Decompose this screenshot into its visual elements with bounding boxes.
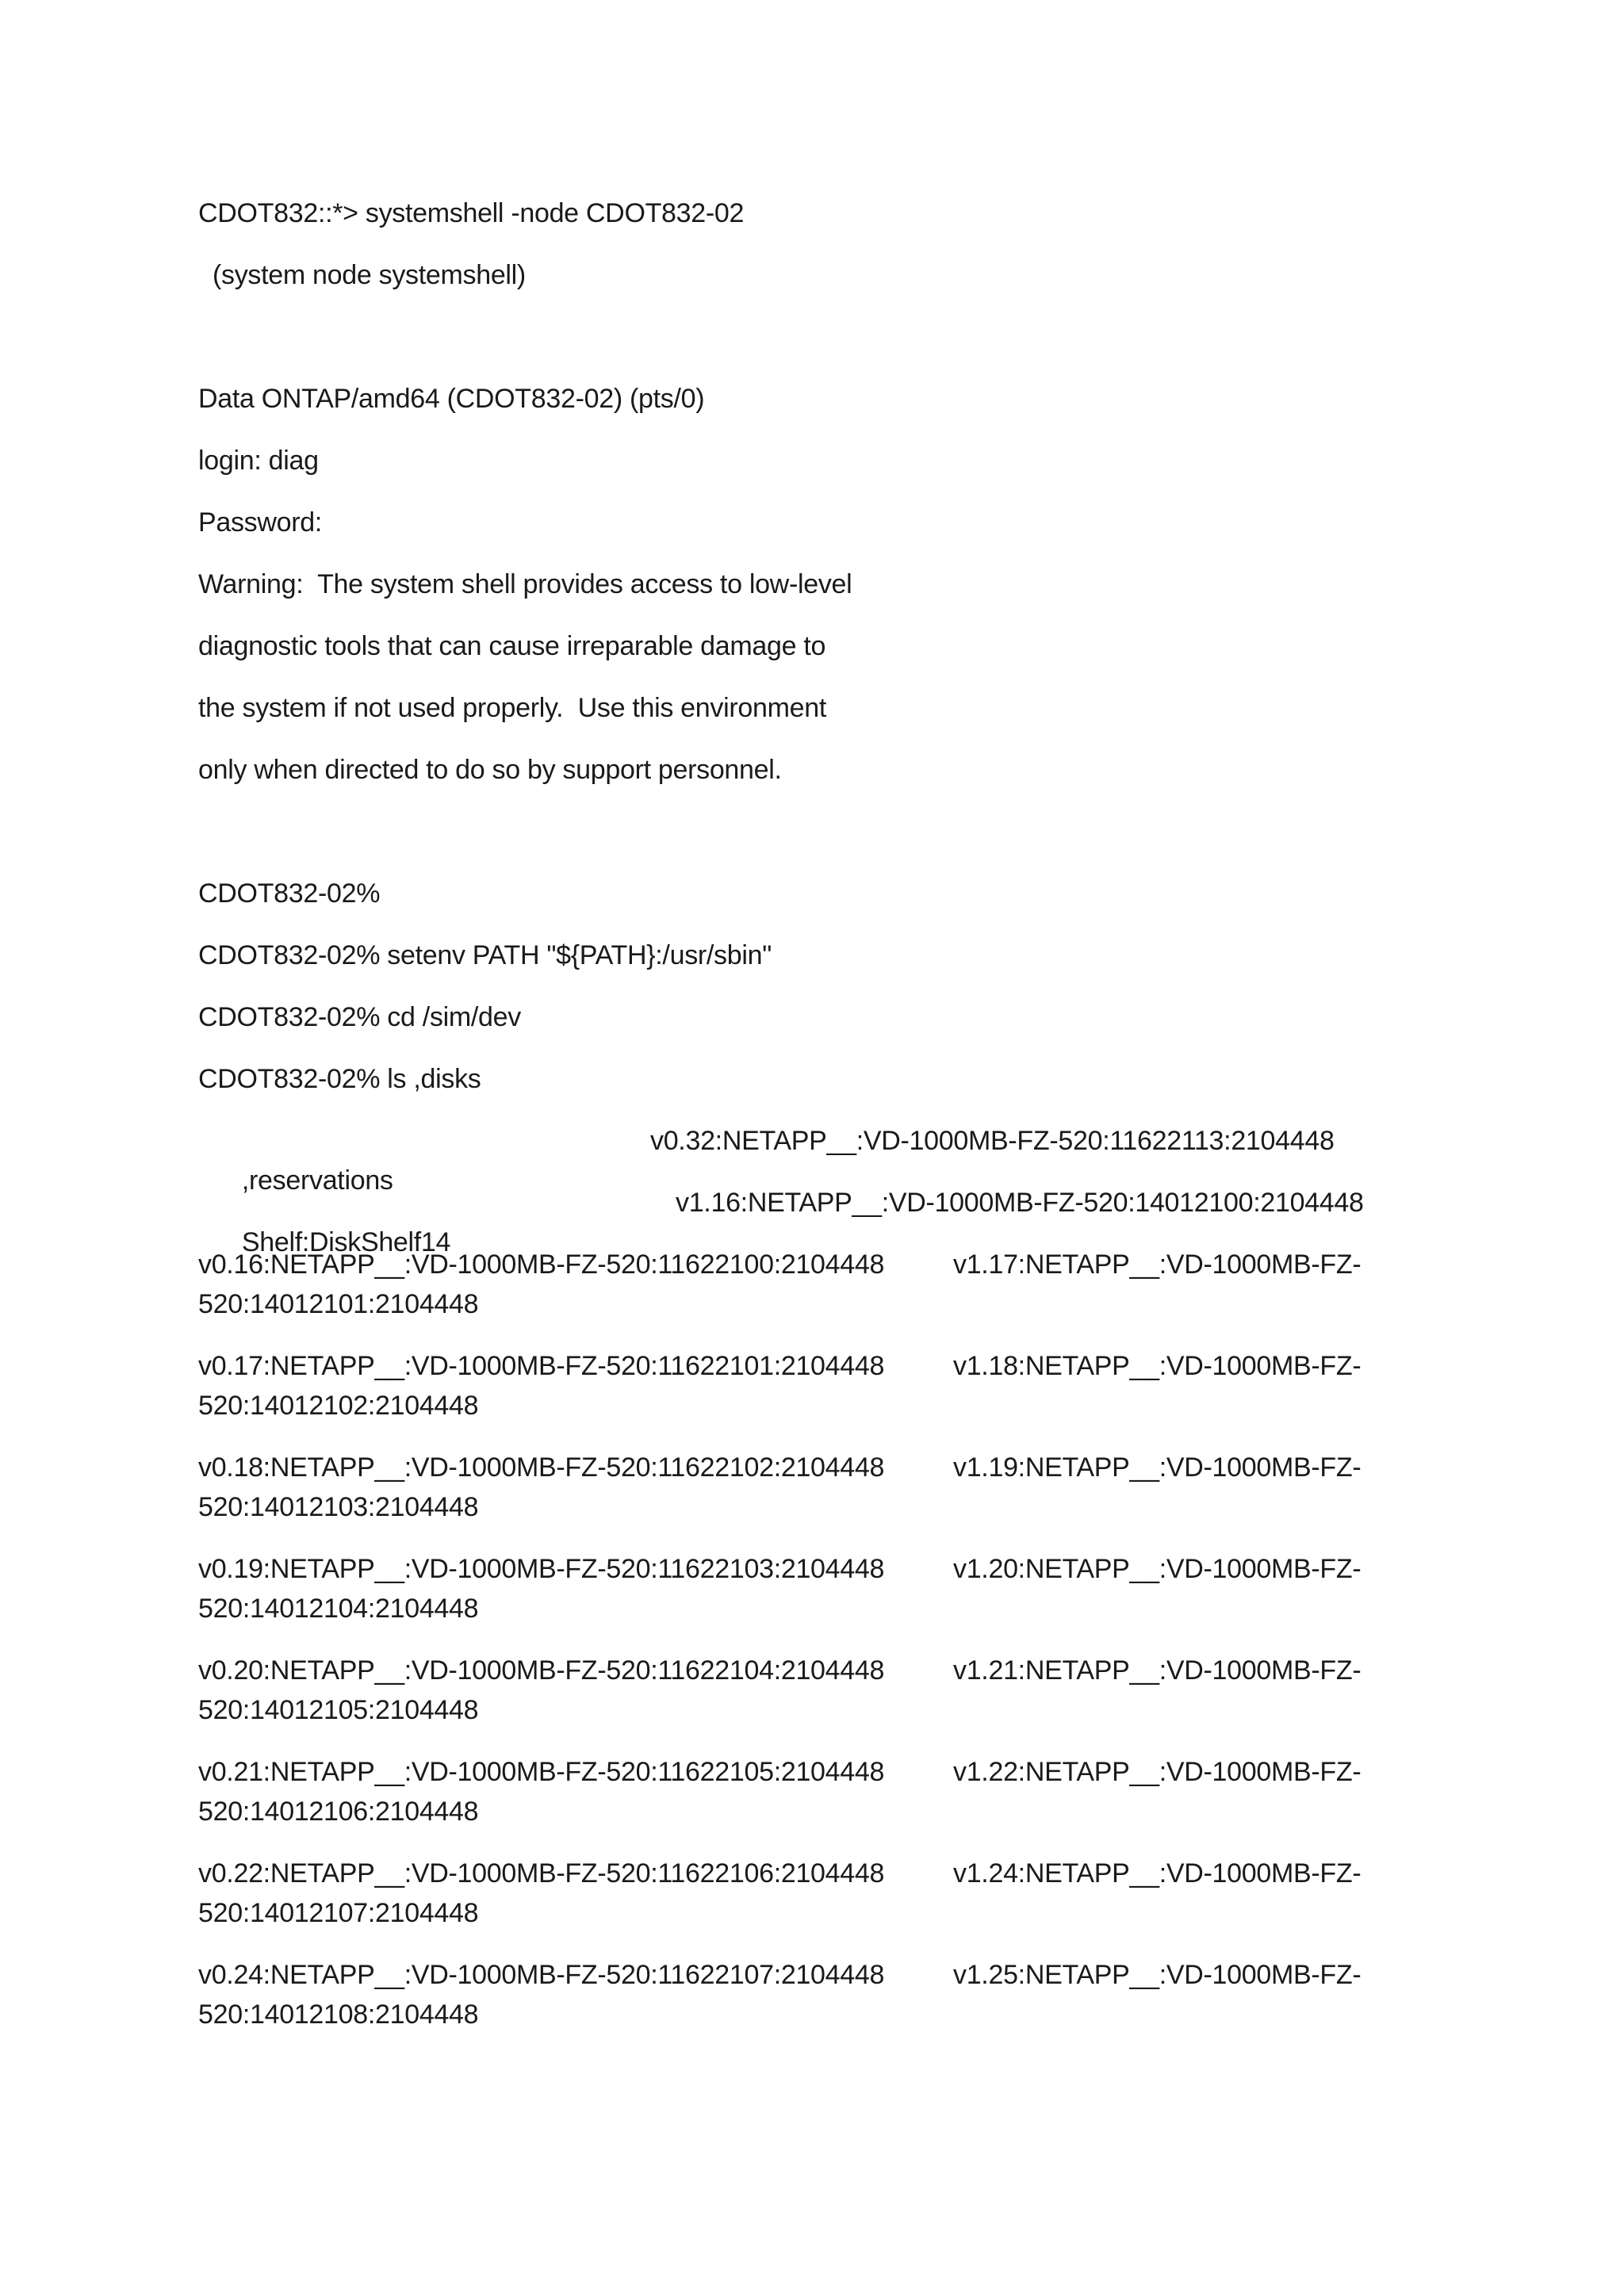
- shell-prompt-line: CDOT832-02%: [198, 878, 381, 909]
- disk-entry-left: v0.17:NETAPP__:VD-1000MB-FZ-520:11622101:2104448: [198, 1351, 885, 1381]
- disk-listing-row: [198, 1346, 1435, 1425]
- disk-entry-right: v1.24:NETAPP__:VD-1000MB-FZ-: [953, 1858, 1362, 1888]
- listing-entry-right: v0.32:NETAPP__:VD-1000MB-FZ-520:11622113:2104448: [650, 1126, 1335, 1156]
- disk-entry-left: v0.22:NETAPP__:VD-1000MB-FZ-520:11622106:2104448: [198, 1858, 885, 1888]
- disk-listing-row: [198, 1752, 1435, 1831]
- disk-entry-left: v0.16:NETAPP__:VD-1000MB-FZ-520:11622100:2104448: [198, 1249, 885, 1280]
- disk-entry-wrap: 520:14012108:2104448: [198, 1999, 479, 2030]
- disk-entry-left: v0.20:NETAPP__:VD-1000MB-FZ-520:11622104:2104448: [198, 1655, 885, 1686]
- disk-listing-row: [198, 1549, 1435, 1628]
- disk-entry-right: v1.20:NETAPP__:VD-1000MB-FZ-: [953, 1554, 1362, 1584]
- disk-listing-row: [198, 1651, 1435, 1730]
- warning-line: Warning: The system shell provides access to low-level: [198, 569, 852, 599]
- listing-entry-left: Shelf:DiskShelf14: [241, 1227, 451, 1257]
- disk-entry-wrap: 520:14012105:2104448: [198, 1695, 479, 1725]
- disk-listing-row: [198, 1955, 1435, 2034]
- disk-entry-left: v0.21:NETAPP__:VD-1000MB-FZ-520:11622105:2104448: [198, 1757, 885, 1787]
- warning-line: the system if not used properly. Use this environment: [198, 693, 826, 723]
- disk-entry-right: v1.22:NETAPP__:VD-1000MB-FZ-: [953, 1757, 1362, 1787]
- disk-entry-wrap: 520:14012103:2104448: [198, 1492, 479, 1522]
- disk-entry-right: v1.19:NETAPP__:VD-1000MB-FZ-: [953, 1452, 1362, 1483]
- disk-listing-row: [198, 1448, 1435, 1527]
- disk-entry-wrap: 520:14012101:2104448: [198, 1289, 479, 1319]
- disk-entry-left: v0.24:NETAPP__:VD-1000MB-FZ-520:11622107:2104448: [198, 1960, 885, 1990]
- command-line: CDOT832::*> systemshell -node CDOT832-02: [198, 198, 745, 228]
- system-banner-line: Data ONTAP/amd64 (CDOT832-02) (pts/0): [198, 384, 705, 414]
- shell-command-line: CDOT832-02% ls ,disks: [198, 1064, 481, 1094]
- warning-line: only when directed to do so by support personnel.: [198, 755, 782, 785]
- warning-line: diagnostic tools that can cause irreparable damage to: [198, 631, 826, 661]
- disk-entry-right: v1.18:NETAPP__:VD-1000MB-FZ-: [953, 1351, 1362, 1381]
- disk-entry-wrap: 520:14012106:2104448: [198, 1797, 479, 1827]
- shell-command-line: CDOT832-02% setenv PATH "${PATH}:/usr/sbin": [198, 940, 772, 970]
- blank-line: [198, 812, 1435, 874]
- login-line: login: diag: [198, 446, 319, 476]
- listing-entry-right: v1.16:NETAPP__:VD-1000MB-FZ-520:14012100:2104448: [676, 1188, 1364, 1218]
- disk-entry-wrap: 520:14012102:2104448: [198, 1391, 479, 1421]
- disk-entry-left: v0.18:NETAPP__:VD-1000MB-FZ-520:11622102:2104448: [198, 1452, 885, 1483]
- disk-listing-row: [198, 1854, 1435, 1933]
- disk-entry-right: v1.25:NETAPP__:VD-1000MB-FZ-: [953, 1960, 1362, 1990]
- password-line: Password:: [198, 507, 323, 538]
- disk-entry-wrap: 520:14012104:2104448: [198, 1594, 479, 1624]
- disk-entry-left: v0.19:NETAPP__:VD-1000MB-FZ-520:11622103:2104448: [198, 1554, 885, 1584]
- listing-row: [198, 1121, 1435, 1196]
- command-alias-line: (system node systemshell): [213, 260, 526, 290]
- disk-entry-wrap: 520:14012107:2104448: [198, 1898, 479, 1928]
- document-body: [198, 193, 1435, 2057]
- listing-row: [198, 1183, 1435, 1257]
- disk-entry-right: v1.17:NETAPP__:VD-1000MB-FZ-: [953, 1249, 1362, 1280]
- blank-line: [198, 317, 1435, 379]
- listing-entry-left: ,reservations: [241, 1165, 393, 1196]
- shell-command-line: CDOT832-02% cd /sim/dev: [198, 1002, 521, 1032]
- disk-entry-right: v1.21:NETAPP__:VD-1000MB-FZ-: [953, 1655, 1362, 1686]
- disk-listing-row: [198, 1245, 1435, 1324]
